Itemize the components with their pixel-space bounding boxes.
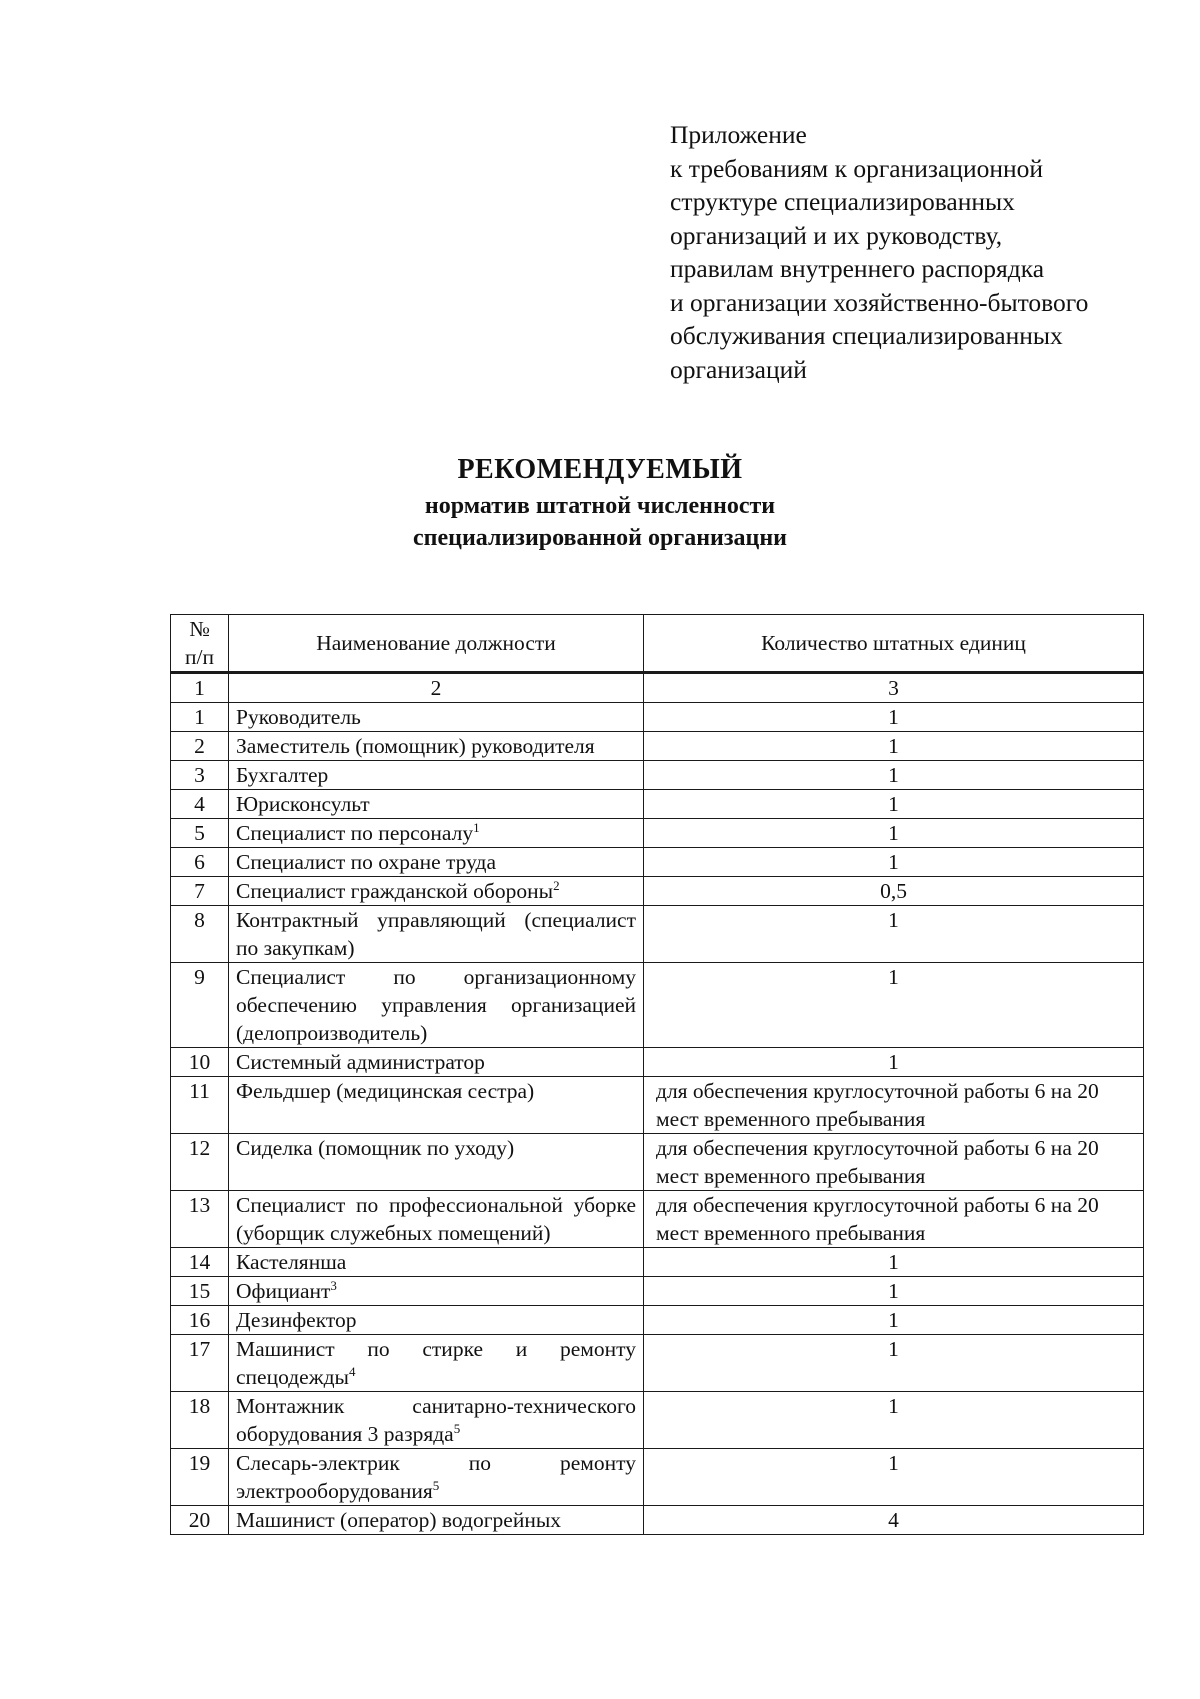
row-number: 18	[171, 1392, 229, 1449]
position-name-cell	[229, 1306, 644, 1335]
column-number: 2	[229, 673, 644, 703]
position-name: Системный администратор	[236, 1050, 485, 1074]
staff-count: 1	[644, 1048, 1144, 1077]
staff-count: 1	[644, 1335, 1144, 1392]
title-line-3: специализированной организацни	[413, 525, 787, 551]
table-row	[171, 790, 1144, 819]
position-name-cell	[229, 819, 644, 848]
footnote-marker: 2	[553, 878, 560, 893]
position-name-cell	[229, 1506, 644, 1535]
table-row	[171, 819, 1144, 848]
table-row	[171, 1392, 1144, 1449]
staff-count: 1	[644, 1392, 1144, 1449]
row-number: 9	[171, 963, 229, 1048]
header-number	[171, 615, 229, 673]
staff-count: для обеспечения круглосуточной работы 6 на 20 мест временного пребывания	[644, 1191, 1144, 1248]
column-numbers-row	[171, 673, 1144, 703]
row-number: 13	[171, 1191, 229, 1248]
staff-count: для обеспечения круглосуточной работы 6 на 20 мест временного пребывания	[644, 1134, 1144, 1191]
table-row	[171, 1248, 1144, 1277]
row-number: 20	[171, 1506, 229, 1535]
row-number: 2	[171, 732, 229, 761]
table-row	[171, 703, 1144, 732]
staff-table	[170, 614, 1144, 1535]
position-name: Руководитель	[236, 705, 361, 729]
header-number-symbol: №	[189, 617, 210, 641]
position-name: Машинист (оператор) водогрейных	[236, 1508, 562, 1532]
staff-count: 1	[644, 1248, 1144, 1277]
position-name-cell	[229, 1335, 644, 1392]
table-row	[171, 848, 1144, 877]
footnote-marker: 5	[453, 1421, 461, 1436]
staff-count: 1	[644, 1449, 1144, 1506]
row-number: 8	[171, 906, 229, 963]
appendix-line: структуре специализированных	[670, 187, 1015, 216]
position-name-cell	[229, 1248, 644, 1277]
table-row	[171, 1134, 1144, 1191]
staff-count: 1	[644, 761, 1144, 790]
position-name-cell	[229, 1449, 644, 1506]
position-name-cell	[229, 761, 644, 790]
staff-count: 0,5	[644, 877, 1144, 906]
staff-count: 1	[644, 1277, 1144, 1306]
header-number-abbr: п/п	[185, 645, 214, 669]
position-name: Контрактный управляющий (специалист по закупкам)	[236, 908, 636, 960]
row-number: 11	[171, 1077, 229, 1134]
position-name-cell	[229, 732, 644, 761]
position-name-cell	[229, 1077, 644, 1134]
position-name: Специалист по персоналу	[236, 821, 474, 845]
column-number: 3	[644, 673, 1144, 703]
row-number: 5	[171, 819, 229, 848]
position-name: Дезинфектор	[236, 1308, 357, 1332]
row-number: 14	[171, 1248, 229, 1277]
table-row	[171, 1048, 1144, 1077]
staff-count: 1	[644, 963, 1144, 1048]
position-name: Специалист по организационному обеспечению управления организацией (делопроизводитель)	[236, 965, 636, 1045]
staff-count: 4	[644, 1506, 1144, 1535]
footnote-marker: 3	[330, 1278, 337, 1293]
table-row	[171, 1449, 1144, 1506]
table-row	[171, 906, 1144, 963]
row-number: 17	[171, 1335, 229, 1392]
staff-count: 1	[644, 790, 1144, 819]
position-name: Официант	[236, 1279, 331, 1303]
table-row	[171, 877, 1144, 906]
row-number: 19	[171, 1449, 229, 1506]
title-line-2: норматив штатной численности	[424, 493, 776, 519]
appendix-block	[670, 118, 1190, 386]
position-name: Заместитель (помощник) руководителя	[236, 734, 595, 758]
row-number: 4	[171, 790, 229, 819]
position-name-cell	[229, 877, 644, 906]
row-number: 6	[171, 848, 229, 877]
staff-count: 1	[644, 703, 1144, 732]
position-name-cell	[229, 1191, 644, 1248]
document-title	[0, 450, 1200, 554]
position-name-cell	[229, 1277, 644, 1306]
position-name: Сиделка (помощник по уходу)	[236, 1136, 515, 1160]
position-name-cell	[229, 703, 644, 732]
staff-count: 1	[644, 732, 1144, 761]
position-name-cell	[229, 906, 644, 963]
position-name: Специалист по профессиональной уборке (уборщик служебных помещений)	[236, 1193, 636, 1245]
row-number: 12	[171, 1134, 229, 1191]
row-number: 1	[171, 703, 229, 732]
staff-table-body	[171, 615, 1144, 1535]
row-number: 7	[171, 877, 229, 906]
position-name: Монтажник санитарно-технического оборудования 3 разряда	[236, 1394, 636, 1446]
table-row	[171, 761, 1144, 790]
position-name: Машинист по стирке и ремонту спецодежды	[236, 1337, 636, 1389]
appendix-line: и организации хозяйственно-бытового	[670, 287, 1089, 317]
table-row	[171, 1191, 1144, 1248]
header-position-name: Наименование должности	[229, 615, 644, 673]
table-row	[171, 1277, 1144, 1306]
table-row	[171, 1335, 1144, 1392]
staff-count: 1	[644, 819, 1144, 848]
appendix-line: правилам внутреннего распорядка	[670, 254, 1045, 283]
table-row	[171, 1506, 1144, 1535]
position-name: Кастелянша	[236, 1250, 347, 1274]
appendix-line: организаций	[670, 354, 807, 384]
position-name-cell	[229, 963, 644, 1048]
position-name-cell	[229, 1134, 644, 1191]
position-name-cell	[229, 790, 644, 819]
position-name: Бухгалтер	[236, 763, 329, 787]
table-row	[171, 1306, 1144, 1335]
header-staff-count: Количество штатных единиц	[644, 615, 1144, 673]
column-number: 1	[171, 673, 229, 703]
position-name: Юрисконсульт	[236, 792, 370, 816]
appendix-line: организаций и их руководству,	[670, 220, 1003, 250]
footnote-marker: 5	[432, 1478, 440, 1493]
row-number: 10	[171, 1048, 229, 1077]
appendix-line: Приложение	[670, 120, 807, 149]
appendix-line: к требованиям к организационной	[670, 153, 1044, 183]
table-header-row	[171, 615, 1144, 673]
position-name-cell	[229, 1048, 644, 1077]
row-number: 16	[171, 1306, 229, 1335]
footnote-marker: 1	[473, 820, 480, 835]
row-number: 3	[171, 761, 229, 790]
appendix-line: обслуживания специализированных	[670, 321, 1063, 350]
staff-count: 1	[644, 848, 1144, 877]
table-row	[171, 1077, 1144, 1134]
position-name: Специалист по охране труда	[236, 850, 496, 874]
title-main: РЕКОМЕНДУЕМЫЙ	[457, 454, 743, 485]
row-number: 15	[171, 1277, 229, 1306]
position-name: Фельдшер (медицинская сестра)	[236, 1079, 535, 1103]
position-name-cell	[229, 1392, 644, 1449]
footnote-marker: 4	[348, 1364, 356, 1379]
position-name: Слесарь-электрик по ремонту электрооборудования	[236, 1451, 636, 1503]
staff-count: 1	[644, 906, 1144, 963]
staff-count: 1	[644, 1306, 1144, 1335]
staff-count: для обеспечения круглосуточной работы 6 на 20 мест временного пребывания	[644, 1077, 1144, 1134]
position-name-cell	[229, 848, 644, 877]
table-row	[171, 963, 1144, 1048]
table-row	[171, 732, 1144, 761]
position-name: Специалист гражданской обороны	[236, 879, 554, 903]
